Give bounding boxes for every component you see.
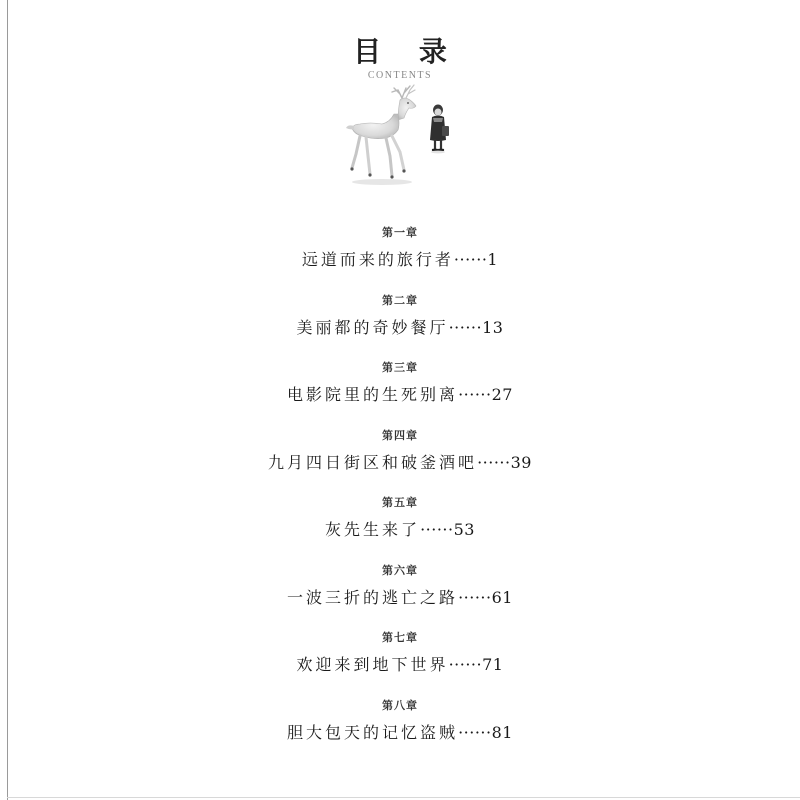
chapter-title-line — [0, 318, 800, 338]
chapter-page-number: ······81 — [458, 722, 513, 742]
page-subtitle: CONTENTS — [367, 70, 433, 81]
chapter-entry-6 — [0, 564, 800, 632]
chapter-title-line — [0, 250, 800, 270]
chapter-number: 第四章 — [382, 428, 418, 442]
chapter-number: 第五章 — [382, 496, 418, 509]
chapter-entry-4 — [0, 429, 800, 497]
chapter-entry-5 — [0, 496, 800, 564]
chapter-title: 美丽都的奇妙餐厅 — [296, 317, 449, 337]
chapter-number: 第一章 — [382, 226, 418, 239]
chapter-number: 第八章 — [382, 698, 418, 712]
chapter-entry-1 — [0, 226, 800, 294]
chapter-number: 第六章 — [382, 563, 418, 577]
chapter-title: 电影院里的生死别离 — [287, 385, 459, 404]
chapter-title-line — [0, 520, 800, 540]
chapter-title-line — [0, 655, 800, 675]
chapter-page-number: ······27 — [458, 385, 513, 404]
chapter-page-number: ······53 — [420, 520, 475, 539]
chapter-title: 远道而来的旅行者 — [301, 250, 454, 269]
chapter-title: 欢迎来到地下世界 — [296, 655, 449, 674]
chapter-number: 第七章 — [382, 631, 418, 644]
chapter-title: 九月四日街区和破釜酒吧 — [268, 452, 478, 472]
page-bottom-line — [7, 797, 800, 798]
chapter-title-line — [0, 385, 800, 405]
chapter-entry-3 — [0, 361, 800, 429]
toc-header — [0, 36, 800, 82]
chapter-title-line — [0, 723, 800, 743]
chapter-page-number: ······39 — [477, 452, 532, 472]
chapter-page-number: ······1 — [453, 250, 499, 269]
chapter-page-number: ······61 — [458, 587, 513, 607]
deer-and-traveler-illustration — [340, 84, 460, 188]
chapter-title: 灰先生来了 — [325, 520, 421, 539]
chapter-entry-2 — [0, 294, 800, 362]
chapter-number: 第二章 — [382, 293, 418, 307]
chapter-title: 一波三折的逃亡之路 — [287, 587, 459, 607]
chapter-title-line — [0, 453, 800, 473]
deer-icon — [346, 85, 416, 185]
chapter-entry-7 — [0, 631, 800, 699]
chapter-title: 胆大包天的记忆盗贼 — [287, 722, 459, 742]
chapter-page-number: ······71 — [448, 655, 504, 674]
traveler-figure-icon — [430, 105, 449, 154]
chapter-number: 第三章 — [382, 361, 418, 374]
chapter-page-number: ······13 — [448, 317, 504, 337]
chapter-entry-8 — [0, 699, 800, 767]
chapter-title-line — [0, 588, 800, 608]
page-title: 目 录 — [353, 35, 461, 68]
table-of-contents — [0, 226, 800, 766]
